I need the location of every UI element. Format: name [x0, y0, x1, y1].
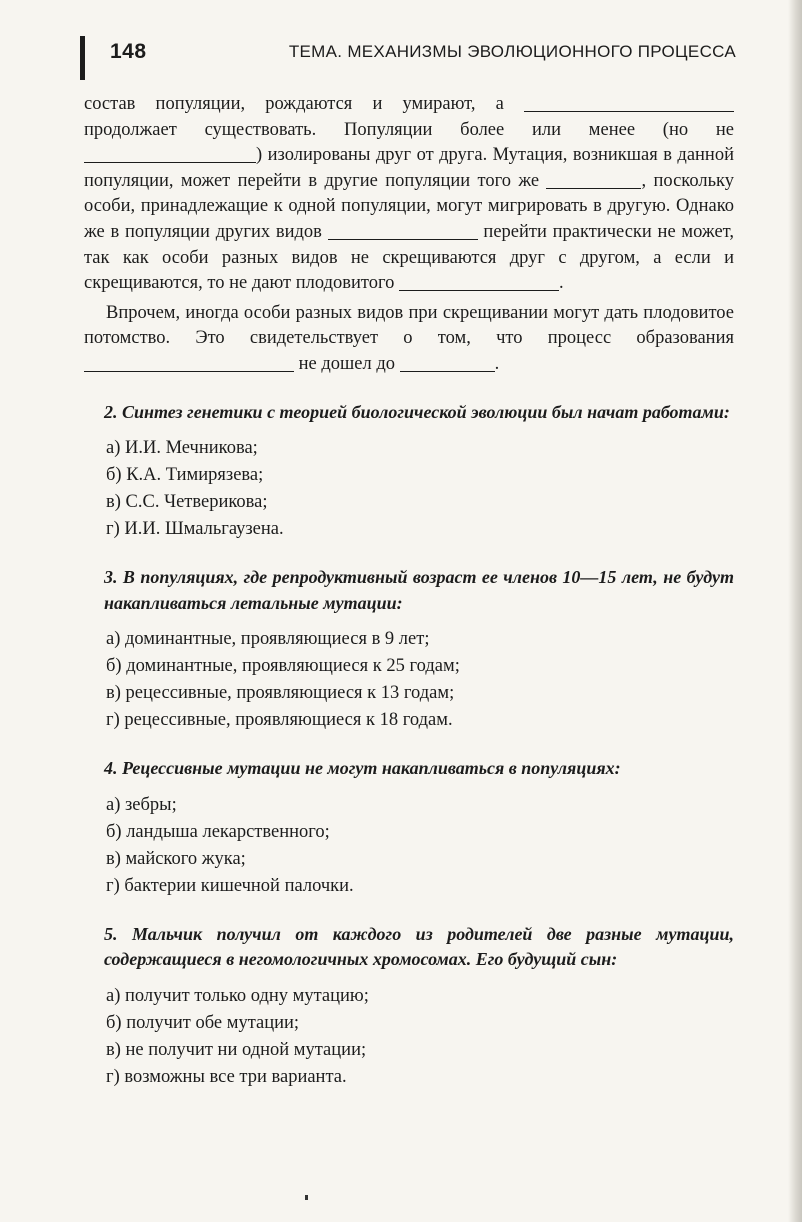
answer-blank	[84, 144, 256, 163]
answer-option: а) получит только одну мутацию;	[106, 985, 369, 1006]
answer-blank	[328, 221, 478, 240]
answer-blank	[546, 170, 641, 189]
answer-option: б) ландыша лекарственного;	[106, 821, 330, 842]
header-bar	[80, 36, 85, 80]
paragraph-text: ) изолированы друг от друга. Мутация, возникшая в данной популяции, может перейти в другие популяции того же	[84, 145, 734, 191]
answer-option: а) доминантные, проявляющиеся в 9 лет;	[106, 629, 430, 650]
question-text: 2. Синтез генетики с теорией биологической эволюции был начат работами:	[104, 401, 730, 422]
paragraph-2	[84, 301, 734, 378]
answer-option: г) И.И. Шмальгаузена.	[106, 519, 284, 540]
answer-option: в) не получит ни одной мутации;	[106, 1039, 367, 1060]
answer-option: б) доминантные, проявляющиеся к 25 годам;	[106, 656, 460, 677]
answer-options	[84, 792, 734, 900]
answer-option: а) зебры;	[106, 794, 177, 815]
paragraph-text: не дошел до	[294, 353, 400, 374]
paragraph-1	[84, 92, 734, 297]
paragraph-text: .	[494, 353, 500, 374]
answer-blank	[399, 272, 559, 291]
answer-blank	[524, 93, 734, 112]
question-5	[84, 922, 734, 1091]
answer-option: а) И.И. Мечникова;	[106, 438, 258, 459]
paragraph-text: продолжает существовать. Популяции более или менее (но не	[84, 119, 734, 140]
page-header	[80, 28, 740, 78]
question-3	[84, 565, 734, 734]
answer-option: в) С.С. Четверикова;	[106, 492, 268, 513]
paragraph-text: перейти практически не может, так как особи разных видов не скрещиваются друг с другом, а если и скрещиваются, то не дают плодовитого	[84, 221, 734, 294]
print-speck	[305, 1195, 308, 1200]
question-text: 5. Мальчик получил от каждого из родителей две разные мутации, содержащиеся в негомологичных хромосомах. Его будущий сын:	[104, 923, 734, 970]
answer-option: б) К.А. Тимирязева;	[106, 465, 264, 486]
paragraph-text: , поскольку особи, принадлежащие к одной популяции, могут мигрировать в другую. Однако же в популяции других видов	[84, 170, 734, 242]
page-content	[84, 92, 734, 1091]
answer-blank	[400, 353, 495, 372]
paragraph-text: .	[558, 273, 564, 294]
answer-option: в) майского жука;	[106, 848, 246, 869]
running-title: ТЕМА. МЕХАНИЗМЫ ЭВОЛЮЦИОННОГО ПРОЦЕССА	[288, 42, 736, 61]
answer-option: в) рецессивные, проявляющиеся к 13 годам;	[106, 683, 455, 704]
answer-option: г) возможны все три варианта.	[106, 1066, 347, 1087]
page-number: 148	[110, 40, 147, 63]
answer-option: г) рецессивные, проявляющиеся к 18 годам.	[106, 710, 453, 731]
question-4	[84, 756, 734, 900]
paragraph-text: состав популяции, рождаются и умирают, а	[84, 94, 524, 114]
question-text: 4. Рецессивные мутации не могут накапливаться в популяциях:	[104, 758, 621, 779]
answer-option: г) бактерии кишечной палочки.	[106, 875, 354, 896]
answer-options	[84, 626, 734, 734]
answer-options	[84, 983, 734, 1091]
answer-blank	[84, 353, 294, 372]
question-2	[84, 400, 734, 544]
answer-option: б) получит обе мутации;	[106, 1012, 300, 1033]
question-text: 3. В популяциях, где репродуктивный возраст ее членов 10—15 лет, не будут накапливаться летальные мутации:	[104, 567, 734, 613]
paragraph-text: Впрочем, иногда особи разных видов при скрещивании могут дать плодовитое потомство. Это свидетельствует о том, что процесс образования	[84, 302, 734, 349]
answer-options	[84, 435, 734, 543]
page-edge-shadow	[788, 0, 802, 1222]
